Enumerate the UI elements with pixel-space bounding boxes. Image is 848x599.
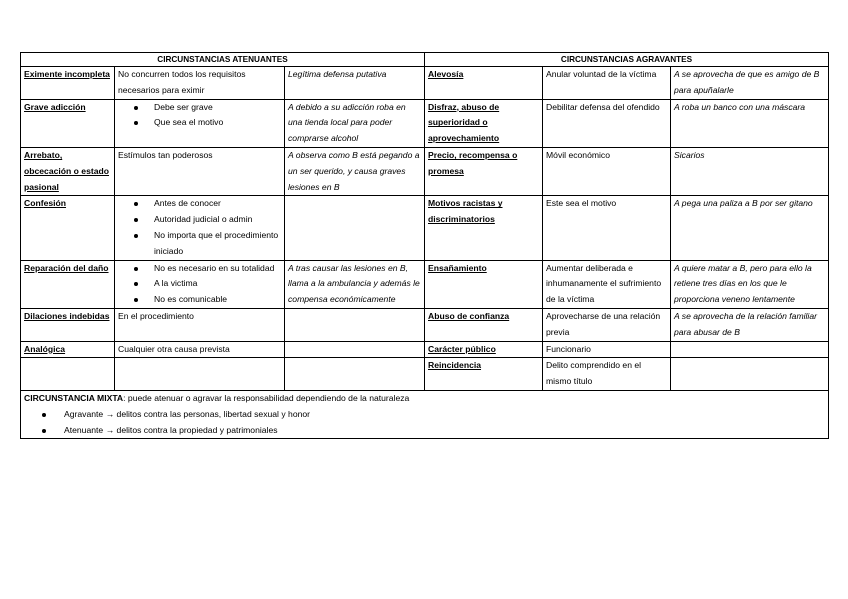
mixta-label: CIRCUNSTANCIA MIXTA	[24, 392, 124, 403]
list-item: Autoridad judicial o admin	[154, 212, 281, 228]
mixta-row	[21, 390, 829, 438]
motivos-label: Motivos racistas y discriminatorios	[425, 196, 543, 260]
precio-label: Precio, recompensa o promesa	[425, 147, 543, 195]
reincidencia-label: Reincidencia	[425, 358, 543, 391]
list-item: No es comunicable	[154, 292, 281, 308]
list-item: Atenuante → delitos contra la propiedad y patrimoniales	[64, 423, 825, 439]
grave-adiccion-label: Grave adicción	[21, 99, 115, 147]
table-row	[21, 67, 829, 100]
ensanamiento-ejemplo: A quiere matar a B, pero para ello la retiene tres días en los que le proporciona veneno lentamente	[671, 260, 829, 308]
motivos-ejemplo: A pega una paliza a B por ser gitano	[671, 196, 829, 260]
ensanamiento-label: Ensañamiento	[425, 260, 543, 308]
disfraz-label: Disfraz, abuso de superioridad o aprovechamiento	[425, 99, 543, 147]
arrebato-ejemplo: A observa como B está pegando a un ser querido, y causa graves lesiones en B	[285, 147, 425, 195]
dilaciones-label: Dilaciones indebidas	[21, 308, 115, 341]
list-item: Antes de conocer	[154, 196, 281, 212]
caracter-publico-req: Funcionario	[543, 341, 671, 358]
reparacion-label: Reparación del daño	[21, 260, 115, 308]
motivos-req: Este sea el motivo	[543, 196, 671, 260]
analogica-ejemplo	[285, 341, 425, 358]
table-row	[21, 196, 829, 260]
arrebato-req: Estímulos tan poderosos	[115, 147, 285, 195]
empty-cell	[115, 358, 285, 391]
precio-ejemplo: Sicarios	[671, 147, 829, 195]
analogica-req: Cualquier otra causa prevista	[115, 341, 285, 358]
alevosia-req: Anular voluntad de la víctima	[543, 67, 671, 100]
eximente-ejemplo: Legítima defensa putativa	[285, 67, 425, 100]
alevosia-label: Alevosía	[425, 67, 543, 100]
list-item: Agravante → delitos contra las personas, libertad sexual y honor	[64, 407, 825, 423]
empty-cell	[285, 358, 425, 391]
list-item: No es necesario en su totalidad	[154, 261, 281, 277]
circunstancias-table	[20, 52, 829, 439]
empty-cell	[21, 358, 115, 391]
confesion-req	[115, 196, 285, 260]
dilaciones-ejemplo	[285, 308, 425, 341]
reparacion-req	[115, 260, 285, 308]
alevosia-ejemplo: A se aprovecha de que es amigo de B para apuñalarle	[671, 67, 829, 100]
dilaciones-req: En el procedimiento	[115, 308, 285, 341]
table-row	[21, 260, 829, 308]
table-row	[21, 358, 829, 391]
caracter-publico-label: Carácter público	[425, 341, 543, 358]
confesion-label: Confesión	[21, 196, 115, 260]
list-item: Debe ser grave	[154, 100, 281, 116]
agravantes-header: CIRCUNSTANCIAS AGRAVANTES	[425, 53, 829, 67]
reincidencia-ejemplo	[671, 358, 829, 391]
list-item: Que sea el motivo	[154, 115, 281, 131]
mixta-cell	[21, 390, 829, 438]
disfraz-ejemplo: A roba un banco con una máscara	[671, 99, 829, 147]
list-item: No importa que el procedimiento iniciado	[154, 228, 281, 260]
atenuantes-header: CIRCUNSTANCIAS ATENUANTES	[21, 53, 425, 67]
header-row	[21, 53, 829, 67]
list-item: A la victima	[154, 276, 281, 292]
eximente-req: No concurren todos los requisitos necesarios para eximir	[115, 67, 285, 100]
grave-adiccion-req	[115, 99, 285, 147]
mixta-text: : puede atenuar o agravar la responsabilidad dependiendo de la naturaleza	[123, 392, 410, 403]
grave-adiccion-ejemplo: A debido a su adicción roba en una tienda local para poder comprarse alcohol	[285, 99, 425, 147]
ensanamiento-req: Aumentar deliberada e inhumanamente el sufrimiento de la víctima	[543, 260, 671, 308]
disfraz-req: Debilitar defensa del ofendido	[543, 99, 671, 147]
precio-req: Móvil económico	[543, 147, 671, 195]
table-row	[21, 147, 829, 195]
reincidencia-req: Delito comprendido en el mismo título	[543, 358, 671, 391]
abuso-confianza-label: Abuso de confianza	[425, 308, 543, 341]
analogica-label: Analógica	[21, 341, 115, 358]
mixta-line	[24, 391, 825, 407]
arrebato-label: Arrebato, obcecación o estado pasional	[21, 147, 115, 195]
abuso-confianza-ejemplo: A se aprovecha de la relación familiar para abusar de B	[671, 308, 829, 341]
confesion-ejemplo	[285, 196, 425, 260]
table-row	[21, 99, 829, 147]
eximente-label: Eximente incompleta	[21, 67, 115, 100]
caracter-publico-ejemplo	[671, 341, 829, 358]
abuso-confianza-req: Aprovecharse de una relación previa	[543, 308, 671, 341]
reparacion-ejemplo: A tras causar las lesiones en B, llama a la ambulancia y además le compensa económicamente	[285, 260, 425, 308]
table-row	[21, 308, 829, 341]
table-row	[21, 341, 829, 358]
